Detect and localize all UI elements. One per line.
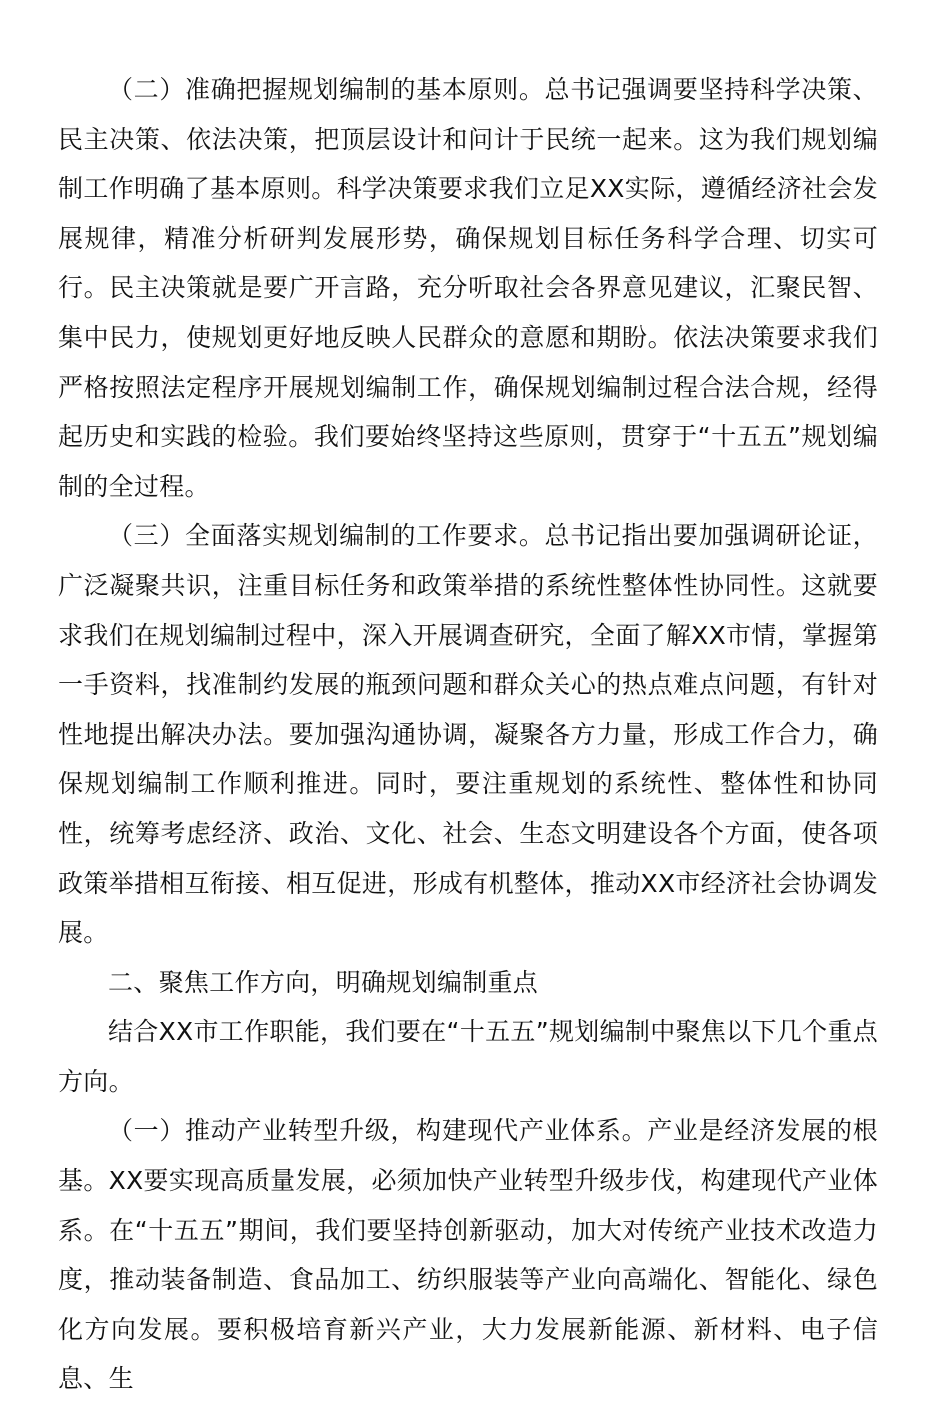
paragraph-intro: 结合XX市工作职能，我们要在“十五五”规划编制中聚焦以下几个重点方向。 xyxy=(58,1017,878,1096)
paragraph-requirements: （三）全面落实规划编制的工作要求。总书记指出要加强调研论证，广泛凝聚共识，注重目标任务和政策举措的系统性整体性协同性。这就要求我们在规划编制过程中，深入开展调查研究，全面了解XX市情，掌握第一手资料，找准制约发展的瓶颈问题和群众关心的热点难点问题，有针对性地提出解决办法。要加强沟通协调，凝聚各方力量，形成工作合力，确保规划编制工作顺利推进。同时，要注重规划的系统性、整体性和协同性，统筹考虑经济、政治、文化、社会、生态文明建设各个方面，使各项政策举措相互衔接、相互促进，形成有机整体，推动XX市经济社会协调发展。 xyxy=(58,521,878,948)
paragraph-industry: （一）推动产业转型升级，构建现代产业体系。产业是经济发展的根基。XX要实现高质量发展，必须加快产业转型升级步伐，构建现代产业体系。在“十五五”期间，我们要坚持创新驱动，加大对传统产业技术改造力度，推动装备制造、食品加工、纺织服装等产业向高端化、智能化、绿色化方向发展。要积极培育新兴产业，大力发展新能源、新材料、电子信息、生 xyxy=(58,1116,878,1394)
section-heading: 二、聚焦工作方向，明确规划编制重点 xyxy=(108,967,539,997)
document-body xyxy=(58,65,878,1404)
paragraph-principles: （二）准确把握规划编制的基本原则。总书记强调要坚持科学决策、民主决策、依法决策，把顶层设计和问计于民统一起来。这为我们规划编制工作明确了基本原则。科学决策要求我们立足XX实际，遵循经济社会发展规律，精准分析研判发展形势，确保规划目标任务科学合理、切实可行。民主决策就是要广开言路，充分听取社会各界意见建议，汇聚民智、集中民力，使规划更好地反映人民群众的意愿和期盼。依法决策要求我们严格按照法定程序开展规划编制工作，确保规划编制过程合法合规，经得起历史和实践的检验。我们要始终坚持这些原则，贯穿于“十五五”规划编制的全过程。 xyxy=(58,75,878,501)
